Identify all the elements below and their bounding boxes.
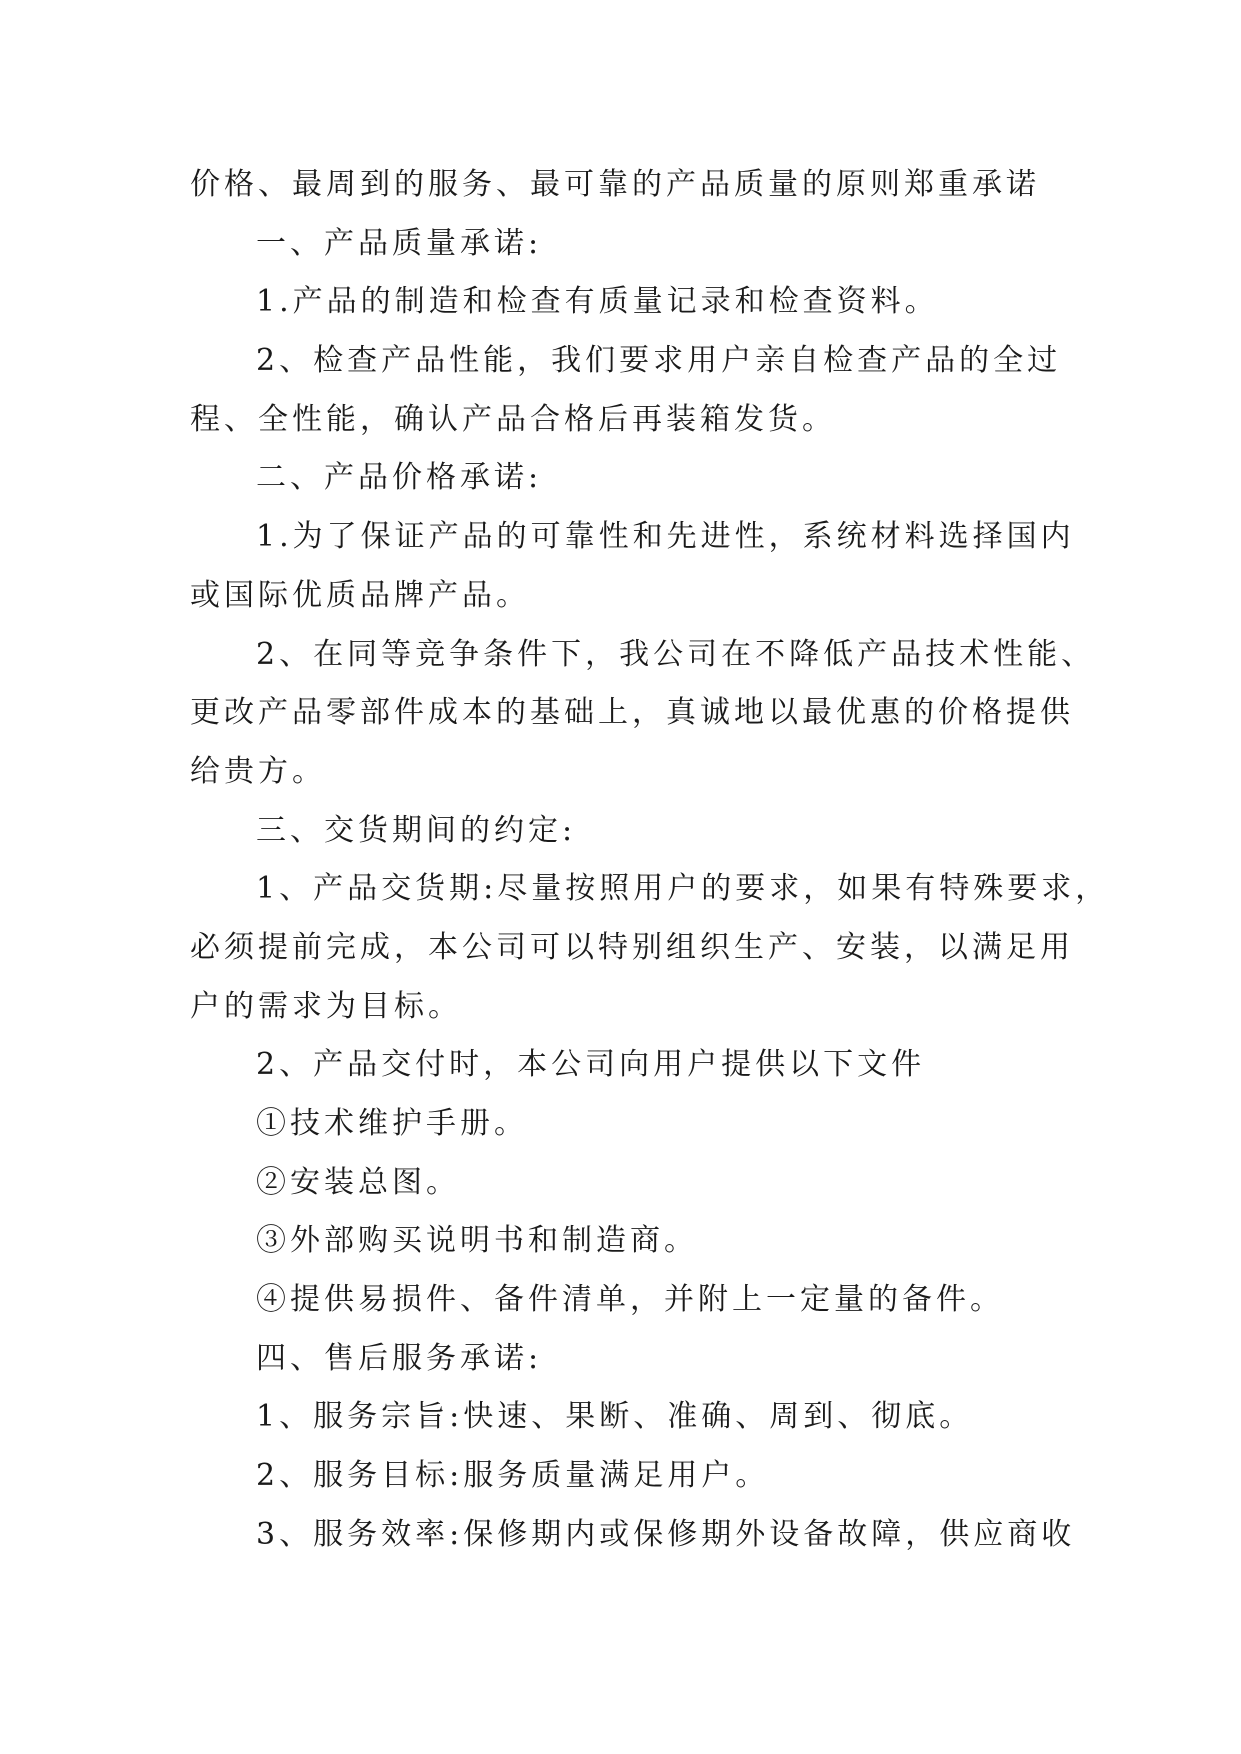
list-item: ③外部购买说明书和制造商。: [256, 1223, 698, 1259]
text-line: 2、在同等竞争条件下，我公司在不降低产品技术性能、: [256, 636, 1096, 672]
section-heading-price: 二、产品价格承诺:: [256, 460, 543, 496]
section-heading-delivery: 三、交货期间的约定:: [256, 812, 577, 848]
list-item: ②安装总图。: [256, 1164, 460, 1200]
text-line: 1、产品交货期:尽量按照用户的要求，如果有特殊要求，: [256, 871, 1110, 907]
text-line: 必须提前完成，本公司可以特别组织生产、安装，以满足用: [190, 929, 1074, 965]
text-line: 价格、最周到的服务、最可靠的产品质量的原则郑重承诺: [190, 167, 1040, 202]
section-heading-service: 四、售后服务承诺:: [256, 1340, 543, 1376]
text-line: 2、检查产品性能，我们要求用户亲自检查产品的全过: [256, 343, 1062, 379]
text-line: 户的需求为目标。: [190, 988, 462, 1024]
text-line: 更改产品零部件成本的基础上，真诚地以最优惠的价格提供: [190, 695, 1074, 731]
section-heading-quality: 一、产品质量承诺:: [256, 225, 543, 261]
text-line: 3、服务效率:保修期内或保修期外设备故障，供应商收: [256, 1516, 1076, 1552]
text-line: 2、产品交付时，本公司向用户提供以下文件: [256, 1047, 926, 1083]
document-body: [190, 156, 1110, 1565]
text-line: 给贵方。: [190, 753, 326, 789]
text-line: 1.为了保证产品的可靠性和先进性，系统材料选择国内: [256, 519, 1075, 555]
list-item: ④提供易损件、备件清单，并附上一定量的备件。: [256, 1282, 1004, 1318]
list-item: ①技术维护手册。: [256, 1106, 528, 1141]
text-line: 1.产品的制造和检查有质量记录和检查资料。: [256, 284, 939, 320]
text-line: 1、服务宗旨:快速、果断、准确、周到、彻底。: [256, 1399, 974, 1435]
text-line: 或国际优质品牌产品。: [190, 577, 530, 613]
text-line: 2、服务目标:服务质量满足用户。: [256, 1458, 770, 1494]
text-line: 程、全性能，确认产品合格后再装箱发货。: [190, 401, 836, 437]
